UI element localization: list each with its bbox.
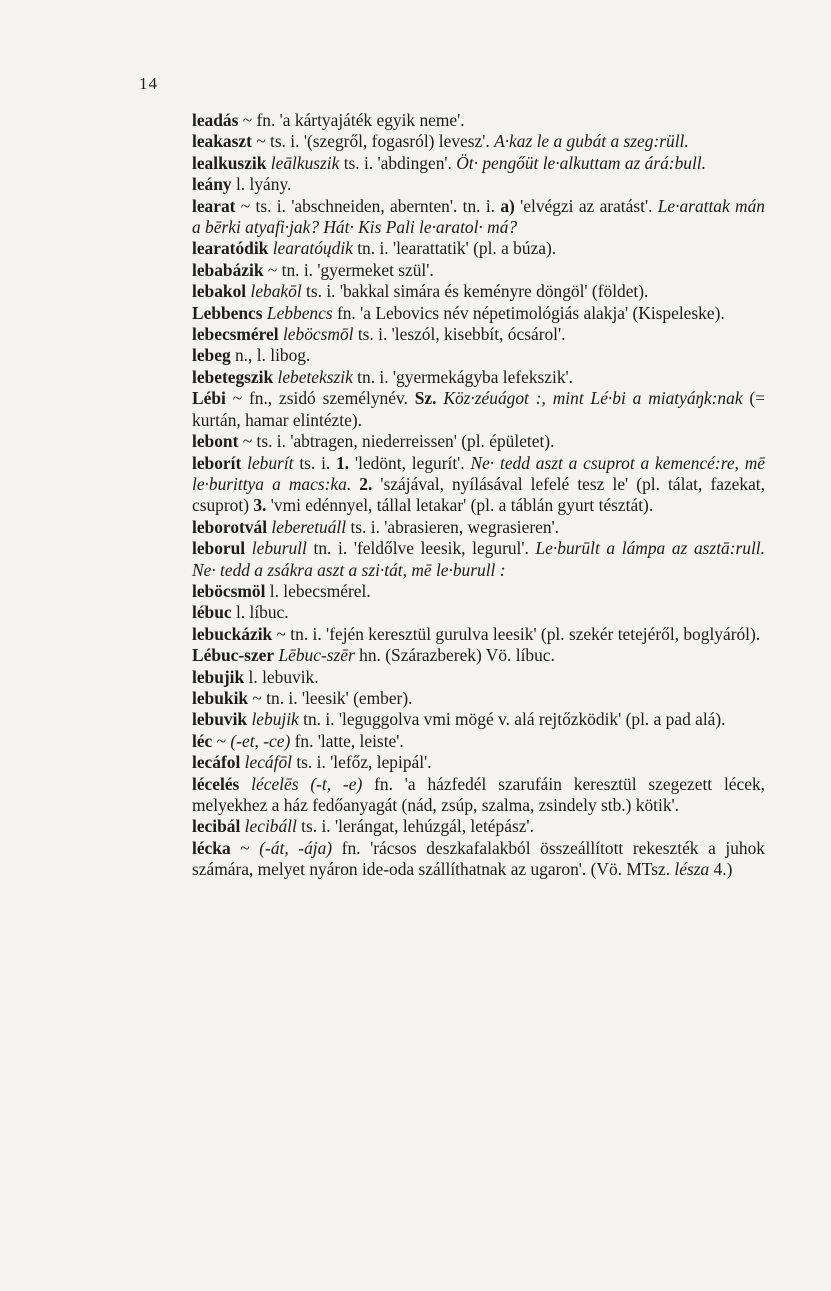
entry-text: hn. (Szárazberek) Vö. líbuc. [354, 645, 555, 666]
entry-headword: lebuckázik [192, 623, 273, 644]
entry-headword: lebakol [192, 281, 247, 302]
entry-bold-text: Sz. [414, 388, 437, 409]
dictionary-entry [192, 688, 765, 709]
entry-text: l. lyány. [231, 174, 292, 195]
entry-headword: lecáfol [192, 752, 241, 773]
dictionary-entry [192, 709, 765, 730]
entry-text: l. lebecsmérel. [265, 580, 371, 601]
entry-italic-text: (-et, -ce) [230, 730, 291, 751]
entry-text: 4.) [709, 859, 733, 880]
entry-italic-text: lécelēs (-t, -e) [251, 773, 363, 794]
entry-text: ~ [230, 837, 260, 858]
dictionary-entry [192, 731, 765, 752]
entry-italic-text: Le·arattak mán a bērki atyafi·jak? Hát· Kis Pali le·aratol· má? [192, 195, 765, 238]
entry-text: ~ ts. i. '(szegről, fogasról) levesz'. [251, 131, 495, 152]
entry-text: ~ ts. i. 'abtragen, niederreissen' (pl. épületet). [238, 431, 555, 452]
entry-headword: lebujik [192, 666, 245, 687]
entry-text: ~ tn. i. 'gyermeket szül'. [263, 259, 434, 280]
entry-headword: learat [192, 195, 236, 216]
entry-text: ~ fn. 'a kártyajáték egyik neme'. [238, 110, 465, 130]
entry-headword: learatódik [192, 238, 269, 259]
entry-headword: Lébuc-szer [192, 645, 275, 666]
dictionary-entry [192, 153, 765, 174]
entry-italic-text: leburít [247, 452, 294, 473]
entry-headword: lébuc [192, 602, 232, 623]
entry-bold-text: 1. [336, 452, 350, 473]
entry-italic-text: leburull [251, 538, 307, 559]
entry-headword: leborít [192, 452, 242, 473]
entry-bold-text: 2. [359, 473, 373, 494]
entry-headword: leadás [192, 110, 239, 130]
entry-headword: lecibál [192, 816, 241, 837]
entry-text: ts. i. 'leszól, kisebbít, ócsárol'. [353, 324, 566, 345]
entry-text: tn. i. 'gyermekágyba lefekszik'. [352, 366, 574, 387]
dictionary-entry [192, 602, 765, 623]
dictionary-entry [192, 838, 765, 881]
dictionary-entry [192, 453, 765, 517]
dictionary-entry [192, 281, 765, 302]
entry-headword: leborotvál [192, 516, 268, 537]
entry-headword: leböcsmöl [192, 580, 266, 601]
entry-text: 'vmi edénnyel, tállal letakar' (pl. a táblán gyurt tésztát). [266, 495, 654, 516]
entry-headword: leborul [192, 538, 246, 559]
entry-text: 'elvégzi az aratást'. [514, 195, 658, 216]
entry-italic-text: lésza [674, 859, 710, 880]
entry-italic-text: A·kaz le a gubát a szeg:rüll. [494, 131, 689, 152]
entry-text: n., l. libog. [230, 345, 311, 366]
entry-bold-text: 3. [253, 495, 267, 516]
entry-headword: leakaszt [192, 131, 252, 152]
entry-text: ts. i. 'lefőz, lepipál'. [291, 752, 432, 773]
entry-headword: lebukik [192, 687, 249, 708]
entry-headword: leány [192, 174, 232, 195]
entry-italic-text: Lebbencs [266, 302, 333, 323]
entry-headword: lebont [192, 431, 239, 452]
entry-text: fn. 'a házfedél szarufáin keresztül szegezett lécek, melyekhez a ház fedőanyagát (nád, zsúp, szalma, zsindely stb.) kötik'. [192, 773, 765, 815]
dictionary-entry [192, 110, 765, 131]
entry-italic-text: leberetuáll [271, 516, 347, 537]
dictionary-entry [192, 752, 765, 773]
entry-text: ~ tn. i. 'leesik' (ember). [248, 687, 413, 708]
dictionary-entry [192, 238, 765, 259]
entry-italic-text: Öt· pengőüt le·alkuttam az árá:bull. [456, 152, 706, 173]
dictionary-entry [192, 174, 765, 195]
entry-text: tn. i. 'leguggolva vmi mögé v. alá rejtőzködik' (pl. a pad alá). [298, 709, 726, 730]
dictionary-entries [192, 110, 765, 881]
entry-italic-text: leböcsmōl [282, 324, 354, 345]
entry-bold-text: a) [500, 195, 515, 216]
dictionary-entry [192, 324, 765, 345]
entry-italic-text: (-át, -ája) [259, 837, 333, 858]
dictionary-entry [192, 624, 765, 645]
entry-headword: Lebbencs [192, 302, 263, 323]
entry-text [245, 538, 252, 558]
dictionary-entry [192, 774, 765, 817]
entry-text: l. lebuvik. [244, 666, 319, 687]
dictionary-entry [192, 581, 765, 602]
entry-headword: Lébi [192, 388, 226, 409]
entry-italic-text: lecáfōl [244, 752, 292, 773]
entry-text: ~ tn. i. 'fején keresztül gurulva leesik' (pl. szekér tetejéről, boglyáról). [272, 623, 761, 644]
entry-text: ts. i. 'lerángat, lehúzgál, letépász'. [296, 816, 534, 837]
entry-text: ~ [212, 730, 231, 751]
entry-text: l. líbuc. [231, 602, 289, 623]
dictionary-entry [192, 388, 765, 431]
entry-text: fn. 'a Lebovics név népetimológiás alakja' (Kispeleske). [332, 302, 725, 323]
entry-headword: lécka [192, 837, 231, 858]
entry-italic-text: Le·burūlt a lámpa az asztā:rull. Ne· tedd a zsákra aszt a szi·tát, mē le·burull : [192, 538, 765, 580]
dictionary-entry [192, 131, 765, 152]
dictionary-entry [192, 538, 765, 581]
dictionary-entry [192, 260, 765, 281]
entry-text: ~ fn., zsidó személynév. [225, 388, 415, 409]
entry-italic-text: Lēbuc-szēr [278, 645, 355, 666]
page-number: 14 [139, 74, 158, 93]
dictionary-entry [192, 431, 765, 452]
dictionary-entry [192, 816, 765, 837]
entry-headword: lebabázik [192, 259, 264, 280]
entry-italic-text: lebetekszik [277, 366, 353, 387]
dictionary-entry [192, 367, 765, 388]
entry-text: 'szájával, nyílásával lefelé tesz le' (pl. tálat, fazekat, csuprot) [192, 473, 765, 516]
dictionary-entry [192, 196, 765, 239]
entry-text: 'ledönt, legurít'. [349, 452, 471, 473]
entry-headword: lebuvik [192, 709, 248, 730]
entry-text: fn. 'rácsos deszkafalakból összeállított rekeszték a juhok számára, melyet nyáron ide-oda szállíthatnak az ugaron'. (Vö. MTsz. [192, 837, 765, 880]
dictionary-entry [192, 345, 765, 366]
entry-italic-text: leālkuszik [270, 152, 340, 173]
entry-headword: lealkuszik [192, 152, 267, 173]
dictionary-entry [192, 303, 765, 324]
entry-text: ts. i. 'abdingen'. [339, 152, 457, 173]
entry-text [239, 774, 251, 794]
dictionary-entry [192, 517, 765, 538]
entry-text: tn. i. 'feldőlve leesik, legurul'. [306, 538, 536, 559]
entry-headword: lebetegszik [192, 366, 274, 387]
entry-text: ts. i. 'bakkal simára és keményre döngöl' (földet). [301, 281, 649, 302]
entry-headword: lécelés [192, 773, 240, 794]
dictionary-entry [192, 645, 765, 666]
dictionary-entry [192, 667, 765, 688]
entry-italic-text: lebakōl [250, 281, 302, 302]
entry-italic-text: Ne· tedd aszt a csuprot a kemencé:re, mē le·burittya a macs:ka. [192, 452, 765, 494]
entry-text: ~ ts. i. 'abschneiden, abernten'. tn. i. [235, 195, 501, 216]
entry-italic-text: learatóųdik [272, 238, 353, 259]
entry-italic-text: lecibáll [244, 816, 297, 837]
entry-text: ts. i. 'abrasieren, wegrasieren'. [346, 516, 560, 537]
entry-headword: lebecsmérel [192, 324, 279, 345]
entry-text: ts. i. [293, 452, 337, 473]
entry-text: fn. 'latte, leiste'. [290, 730, 404, 751]
entry-italic-text: lebujik [251, 709, 299, 730]
entry-italic-text: Köz·zéuágot :, mint Lé·bi a miatyáŋk:nak [443, 388, 743, 409]
entry-headword: léc [192, 730, 213, 751]
entry-text: tn. i. 'learattatik' (pl. a búza). [352, 238, 557, 259]
entry-text: (= kurtán, hamar elintézte). [192, 388, 766, 430]
entry-headword: lebeg [192, 345, 231, 366]
